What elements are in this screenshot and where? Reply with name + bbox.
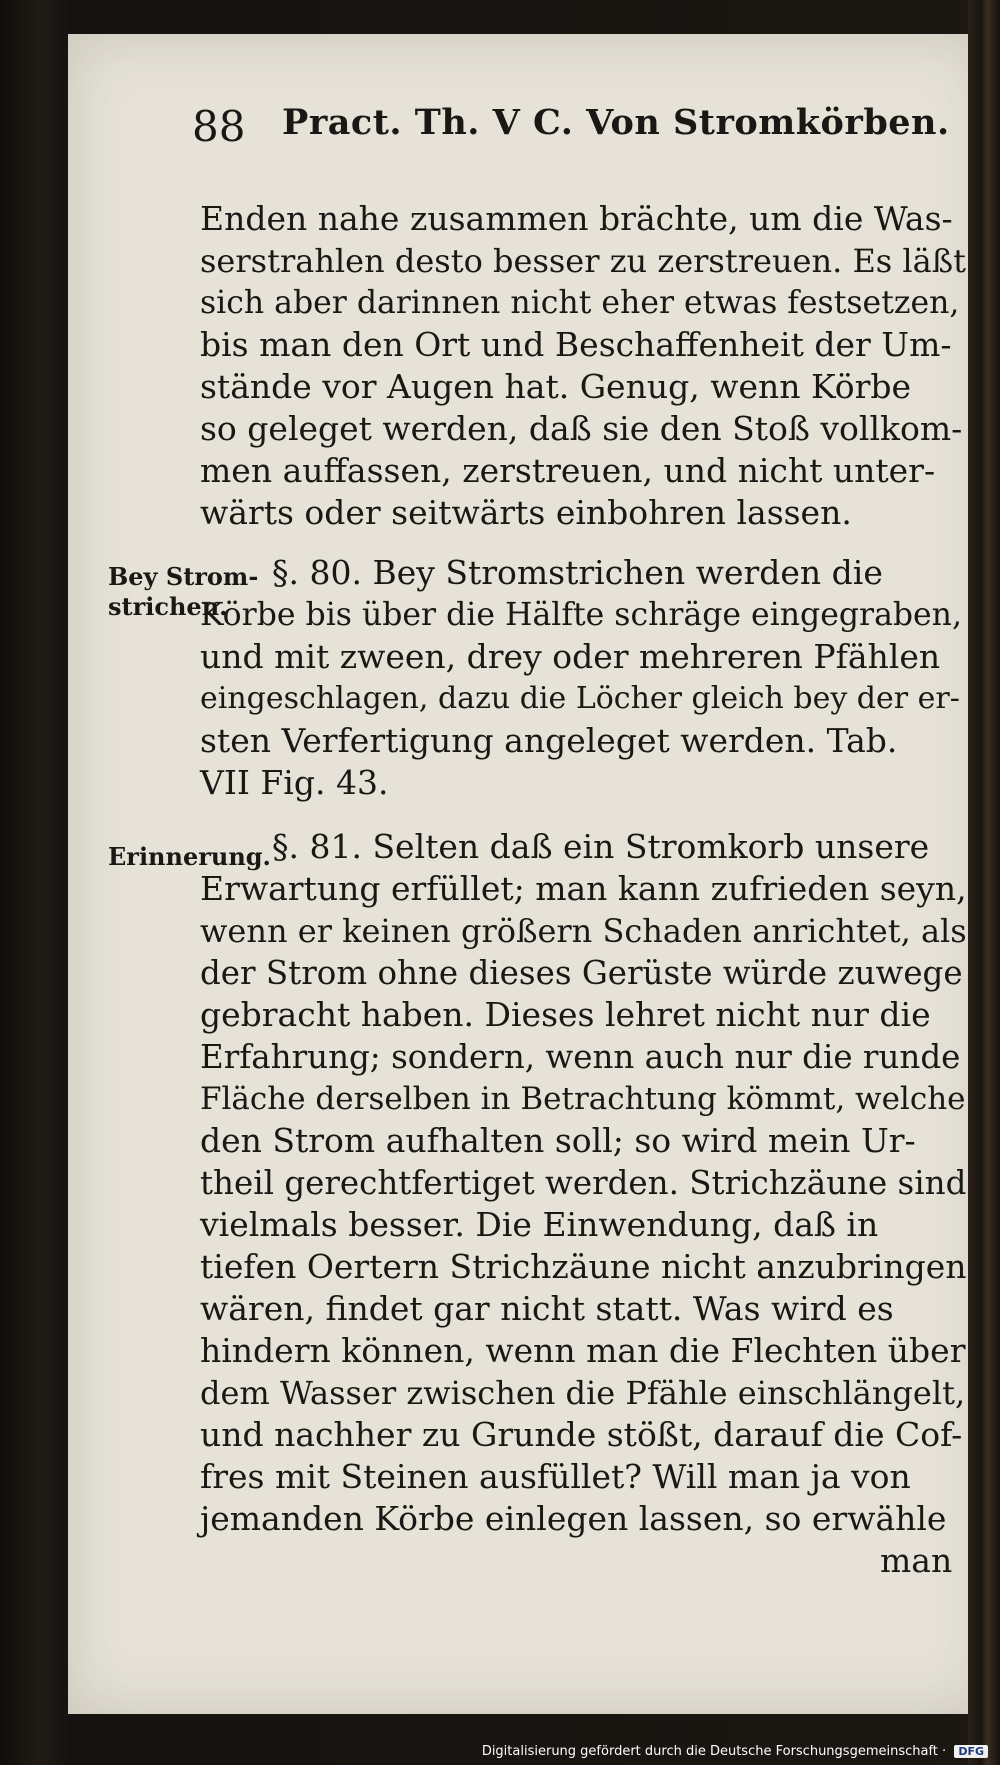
text-line: man [880,1541,953,1580]
page-number: 88 [192,102,246,151]
text-line: tiefen Oertern Strichzäune nicht anzubringen [200,1247,967,1286]
text-line: serstrahlen desto besser zu zerstreuen. Es läßt [200,242,966,280]
page-edge [968,0,1000,1765]
text-line: §. 81. Selten daß ein Stromkorb unsere [272,827,930,866]
text-line: bis man den Ort und Beschaffenheit der Um- [200,325,952,364]
text-line: Fläche derselben in Betrachtung kömmt, welche [200,1081,966,1117]
dfg-logo: DFG [954,1745,988,1758]
text-line: VII Fig. 43. [200,763,389,802]
margin-note-stromstrichen-1: Bey Strom- [108,562,259,591]
text-line: wären, findet gar nicht statt. Was wird es [200,1289,894,1328]
text-line: dem Wasser zwischen die Pfähle einschlängelt, [200,1374,966,1412]
text-line: §. 80. Bey Stromstrichen werden die [272,553,883,592]
text-line: Körbe bis über die Hälfte schräge eingegraben, [200,597,962,633]
text-line: und mit zween, drey oder mehreren Pfählen [200,637,941,676]
text-line: der Strom ohne dieses Gerüste würde zuwege [200,954,963,992]
text-line: theil gerechtfertiget werden. Strichzäune sind [200,1164,967,1202]
text-line: und nachher zu Grunde stößt, darauf die Cof- [200,1415,963,1454]
text-line: gebracht haben. Dieses lehret nicht nur die [200,995,931,1034]
text-line: vielmals besser. Die Einwendung, daß in [200,1205,879,1244]
text-line: Erfahrung; sondern, wenn auch nur die runde [200,1038,961,1076]
footer-credit-text: Digitalisierung gefördert durch die Deutsche Forschungsgemeinschaft · [481,1744,947,1759]
text-line: wenn er keinen größern Schaden anrichtet, als [200,912,967,950]
text-line: sich aber darinnen nicht eher etwas festsetzen, [200,285,960,321]
margin-note-erinnerung: Erinnerung. [108,842,271,871]
text-line: wärts oder seitwärts einbohren lassen. [200,493,852,532]
text-line: den Strom aufhalten soll; so wird mein Ur- [200,1121,916,1160]
text-line: fres mit Steinen ausfüllet? Will man ja von [200,1457,911,1496]
text-line: hindern können, wenn man die Flechten über [200,1331,966,1370]
text-line: Enden nahe zusammen brächte, um die Was- [200,199,953,238]
text-line: stände vor Augen hat. Genug, wenn Körbe [200,367,912,406]
running-title: Pract. Th. V C. Von Stromkörben. [282,102,950,143]
footer-credit [482,1744,988,1759]
text-line: so geleget werden, daß sie den Stoß vollkom- [200,409,963,448]
text-line: men auffassen, zerstreuen, und nicht unter- [200,451,936,490]
text-line: jemanden Körbe einlegen lassen, so erwähle [200,1499,947,1538]
text-line: eingeschlagen, dazu die Löcher gleich bey der er- [200,681,960,716]
running-header [192,92,950,162]
text-line: sten Verfertigung angeleget werden. Tab. [200,721,898,760]
margin-note-stromstrichen-2: strichen. [108,592,228,621]
text-line: Erwartung erfüllet; man kann zufrieden seyn, [200,869,967,908]
